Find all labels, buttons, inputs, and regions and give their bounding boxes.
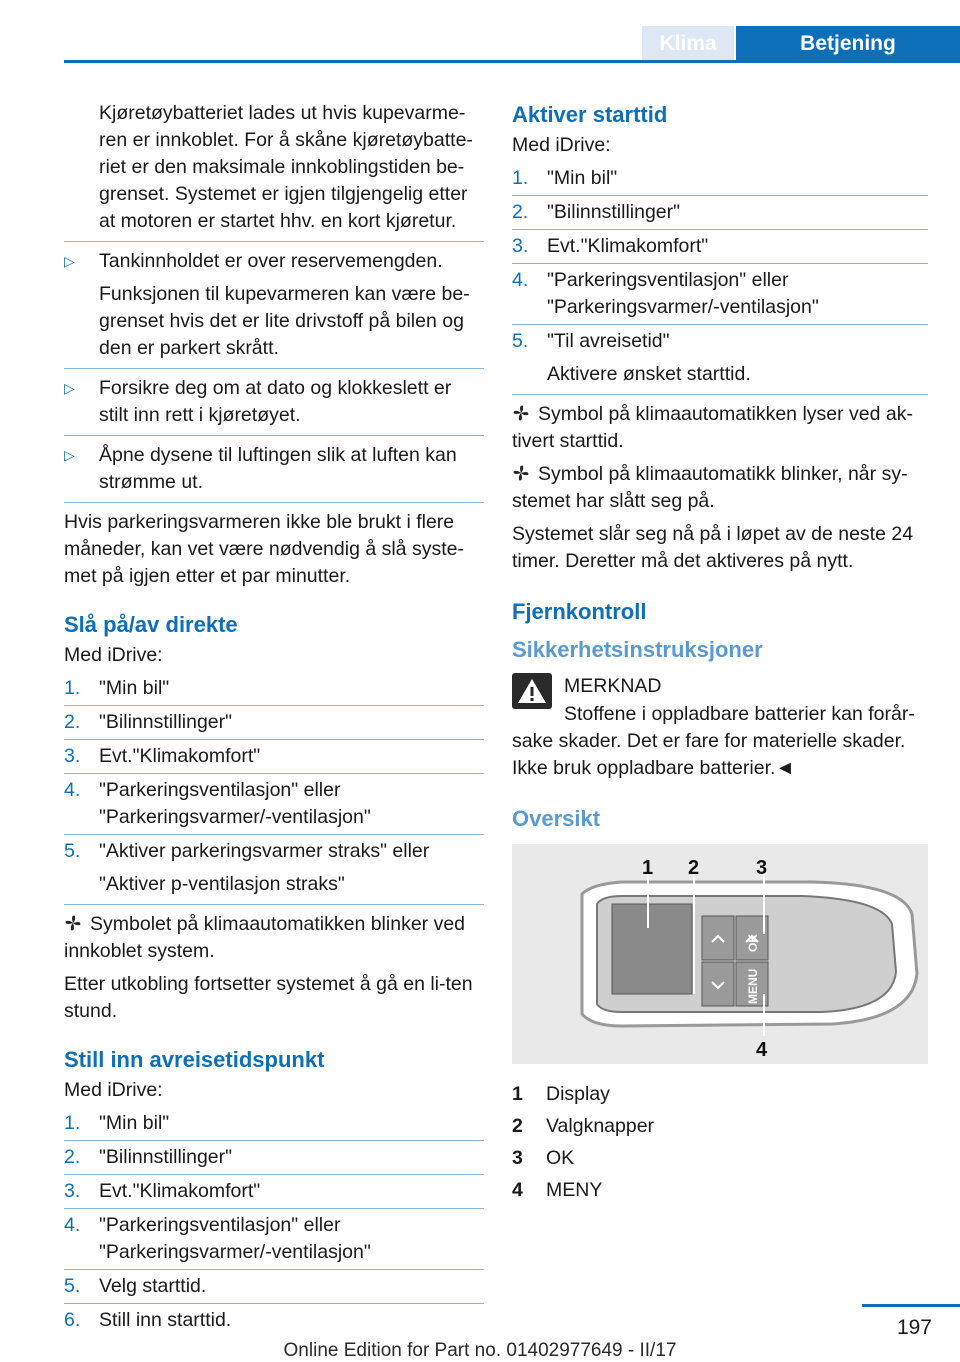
tab-betjening[interactable]: Betjening <box>736 26 960 62</box>
bullet-triangle-icon: ▷ <box>64 447 75 463</box>
warning-block <box>512 673 928 782</box>
fan-icon <box>512 464 530 482</box>
step-number: 5. <box>64 840 81 862</box>
remote-control-figure <box>512 844 928 1064</box>
divider <box>64 1208 484 1209</box>
legend-text: Display <box>546 1083 610 1105</box>
legend-row <box>512 1078 928 1110</box>
bullet-text: Forsikre deg om at dato og klokkeslett er stilt inn rett i kjøretøyet. <box>99 377 452 426</box>
menu-button-label: MENU <box>746 968 760 1004</box>
legend-row <box>512 1174 928 1206</box>
divider <box>64 1174 484 1175</box>
lead-text: Med iDrive: <box>64 644 163 666</box>
warning-text: Stoffene i oppladbare batterier kan forår-sake skader. Det er fare for materielle skader. Ikke bruk oppladbare batterier.◄ <box>512 703 915 779</box>
list-item <box>64 1273 484 1300</box>
divider <box>512 394 928 395</box>
divider <box>512 229 928 230</box>
legend-text: Valgknapper <box>546 1115 655 1137</box>
divider <box>512 263 928 264</box>
step-number: 1. <box>64 677 81 699</box>
step-number: 6. <box>64 1309 81 1331</box>
divider <box>64 739 484 740</box>
step-number: 4. <box>64 1214 81 1236</box>
legend-number: 4 <box>512 1179 523 1201</box>
list-item <box>512 233 928 260</box>
legend-text: OK <box>546 1147 575 1169</box>
callout-1: 1 <box>642 857 654 879</box>
step-text: Evt."Klimakomfort" <box>99 1180 261 1202</box>
paragraph: Hvis parkeringsvarmeren ikke ble brukt i flere måneder, kan vet være nødvendig å slå syste-met på igjen etter et par minutter. <box>64 511 464 587</box>
symbol-note <box>64 911 484 965</box>
callout-3: 3 <box>756 857 768 879</box>
lead-text: Med iDrive: <box>512 134 611 156</box>
step-number: 5. <box>64 1275 81 1297</box>
legend-row <box>512 1142 928 1174</box>
step-text: "Min bil" <box>547 167 618 189</box>
list-item <box>64 675 484 702</box>
bullet-text: Tankinnholdet er over reservemengden. <box>99 250 443 272</box>
warning-icon <box>512 673 552 709</box>
list-item <box>64 1144 484 1171</box>
symbol-note <box>512 461 928 515</box>
divider <box>64 368 484 369</box>
divider <box>512 324 928 325</box>
step-number: 2. <box>64 1146 81 1168</box>
step-subtext: Aktivere ønsket starttid. <box>547 363 751 385</box>
section-heading: Still inn avreisetidspunkt <box>64 1047 325 1072</box>
section-heading: Aktiver starttid <box>512 102 668 127</box>
bullet-item <box>64 442 484 496</box>
legend-number: 1 <box>512 1083 523 1105</box>
step-number: 4. <box>512 269 529 291</box>
paragraph: Systemet slår seg nå på i løpet av de neste 24 timer. Deretter må det aktiveres på nytt. <box>512 523 914 572</box>
divider <box>64 705 484 706</box>
step-number: 2. <box>64 711 81 733</box>
list-item <box>64 709 484 736</box>
step-list <box>512 165 928 388</box>
page-header <box>0 0 960 62</box>
step-text: "Parkeringsventilasjon" eller "Parkeringsvarmer/-ventilasjon" <box>99 1214 371 1263</box>
symbol-note-text: Symbol på klimaautomatikken lyser ved ak-tivert starttid. <box>512 403 913 452</box>
divider <box>64 1303 484 1304</box>
step-text: Velg starttid. <box>99 1275 207 1297</box>
step-text: "Parkeringsventilasjon" eller "Parkeringsvarmer/-ventilasjon" <box>547 269 819 318</box>
lead-text: Med iDrive: <box>64 1079 163 1101</box>
warning-label: MERKNAD <box>564 675 662 697</box>
subsection-heading: Sikkerhetsinstruksjoner <box>512 637 763 662</box>
divider <box>64 1269 484 1270</box>
list-item <box>512 328 928 388</box>
paragraph: Etter utkobling fortsetter systemet å gå en li-ten stund. <box>64 973 473 1022</box>
bullet-subtext: Funksjonen til kupevarmeren kan være be-grenset hvis det er lite drivstoff på bilen og den er parkert skrått. <box>99 283 470 359</box>
remote-control-illustration <box>512 844 928 1064</box>
list-item <box>512 267 928 321</box>
legend-row <box>512 1110 928 1142</box>
step-text: "Bilinnstillinger" <box>547 201 681 223</box>
left-column <box>64 100 484 1334</box>
divider <box>64 502 484 503</box>
intro-paragraph: Kjøretøybatteriet lades ut hvis kupevarme-ren er innkoblet. For å skåne kjøretøybatte-riet er den maksimale innkoblingstiden be-grenset. Systemet er igjen tilgjengelig etter at motoren er startet hhv. en kort kjøretur. <box>99 102 473 232</box>
section-heading: Fjernkontroll <box>512 599 647 624</box>
divider <box>64 241 484 242</box>
page-number: 197 <box>896 1316 932 1339</box>
list-item <box>64 838 484 898</box>
step-text: Evt."Klimakomfort" <box>99 745 261 767</box>
bullet-triangle-icon: ▷ <box>64 253 75 269</box>
symbol-note-text: Symbol på klimaautomatikk blinker, når sy-stemet har slått seg på. <box>512 463 908 512</box>
step-text: "Min bil" <box>99 677 170 699</box>
list-item <box>64 1212 484 1266</box>
bullet-item <box>64 248 484 362</box>
list-item <box>64 1110 484 1137</box>
step-text: "Parkeringsventilasjon" eller "Parkeringsvarmer/-ventilasjon" <box>99 779 371 828</box>
edition-footer: Online Edition for Part no. 01402977649 - II/17 <box>283 1340 677 1361</box>
divider <box>512 195 928 196</box>
list-item <box>64 743 484 770</box>
tab-klima[interactable]: Klima <box>642 26 734 62</box>
step-number: 5. <box>512 330 529 352</box>
list-item <box>64 1178 484 1205</box>
divider <box>64 773 484 774</box>
bullet-item <box>64 375 484 429</box>
section-heading: Slå på/av direkte <box>64 612 238 637</box>
symbol-note-text: Symbolet på klimaautomatikken blinker ved innkoblet system. <box>64 913 466 962</box>
fan-icon <box>64 914 82 932</box>
right-column <box>512 100 928 1206</box>
step-number: 1. <box>64 1112 81 1134</box>
step-number: 3. <box>64 745 81 767</box>
step-text: "Bilinnstillinger" <box>99 711 233 733</box>
footer-divider <box>862 1304 960 1307</box>
divider <box>64 435 484 436</box>
step-subtext: "Aktiver p-ventilasjon straks" <box>99 873 345 895</box>
ok-button-label: OK <box>746 934 760 952</box>
step-text: "Aktiver parkeringsvarmer straks" eller <box>99 840 430 862</box>
subsection-heading: Oversikt <box>512 806 601 831</box>
fan-icon <box>512 404 530 422</box>
legend-number: 2 <box>512 1115 523 1137</box>
step-text: "Bilinnstillinger" <box>99 1146 233 1168</box>
legend-text: MENY <box>546 1179 603 1201</box>
callout-2: 2 <box>688 857 700 879</box>
symbol-note <box>512 401 928 455</box>
step-number: 4. <box>64 779 81 801</box>
divider <box>64 904 484 905</box>
step-number: 3. <box>64 1180 81 1202</box>
legend-number: 3 <box>512 1147 523 1169</box>
divider <box>64 834 484 835</box>
step-number: 2. <box>512 201 529 223</box>
header-divider <box>64 60 960 63</box>
list-item <box>64 1307 484 1334</box>
list-item <box>64 777 484 831</box>
bullet-triangle-icon: ▷ <box>64 380 75 396</box>
step-list <box>64 675 484 898</box>
step-text: "Min bil" <box>99 1112 170 1134</box>
list-item <box>512 165 928 192</box>
divider <box>64 1140 484 1141</box>
step-number: 3. <box>512 235 529 257</box>
step-text: Still inn starttid. <box>99 1309 232 1331</box>
callout-4: 4 <box>756 1039 768 1061</box>
step-text: "Til avreisetid" <box>547 330 670 352</box>
list-item <box>512 199 928 226</box>
step-text: Evt."Klimakomfort" <box>547 235 709 257</box>
figure-legend <box>512 1078 928 1206</box>
step-number: 1. <box>512 167 529 189</box>
step-list <box>64 1110 484 1334</box>
bullet-text: Åpne dysene til luftingen slik at luften kan strømme ut. <box>99 444 457 493</box>
